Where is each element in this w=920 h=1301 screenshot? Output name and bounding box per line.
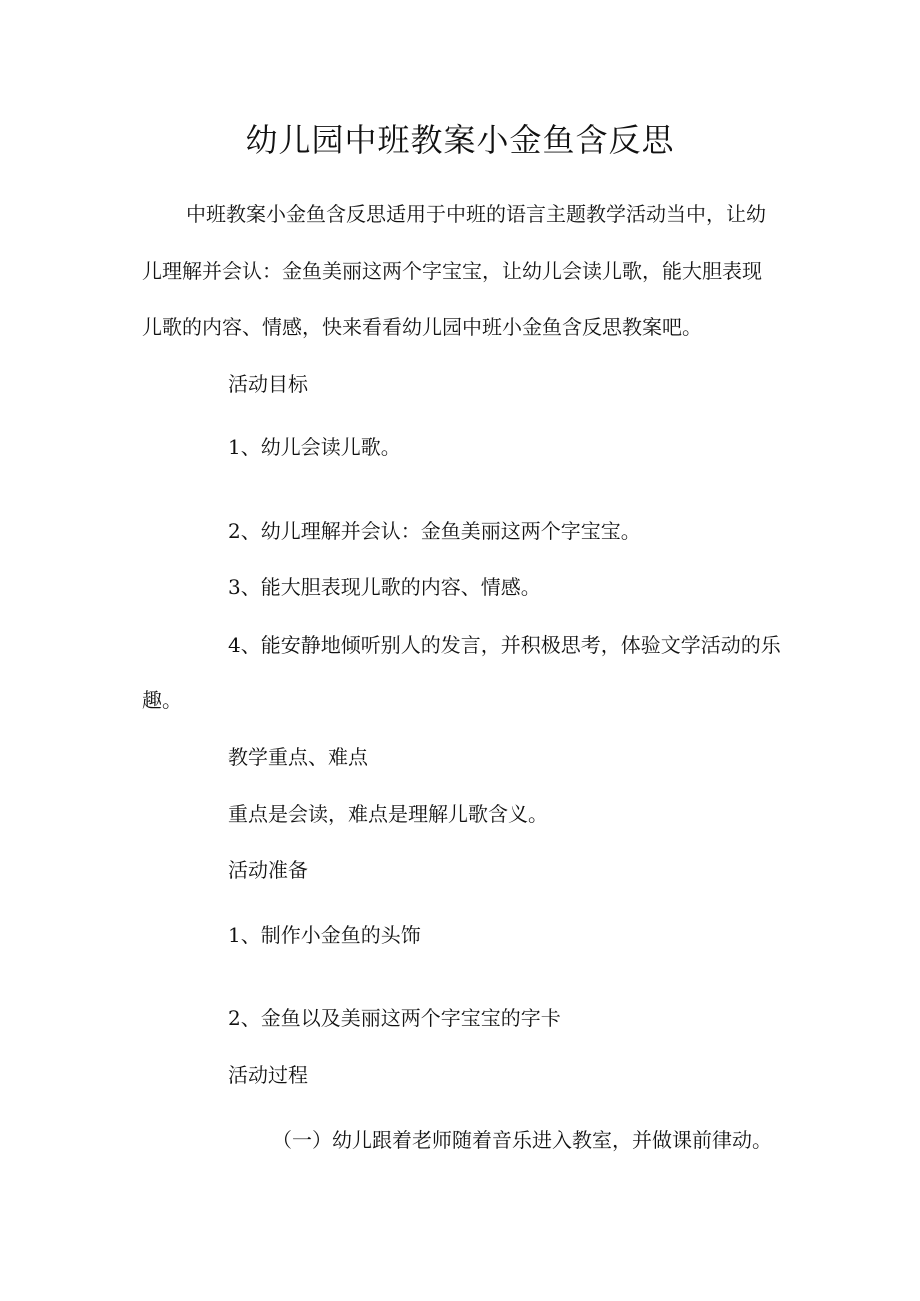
- focus-text: 重点是会读，难点是理解儿歌含义。: [228, 802, 548, 826]
- intro-line-3: 儿歌的内容、情感，快来看看幼儿园中班小金鱼含反思教案吧。: [142, 315, 702, 339]
- preparation-heading: 活动准备: [228, 858, 308, 882]
- intro-line-2: 儿理解并会认：金鱼美丽这两个字宝宝，让幼儿会读儿歌，能大胆表现: [142, 259, 762, 283]
- goal-item-2: 2、幼儿理解并会认：金鱼美丽这两个字宝宝。: [228, 519, 641, 543]
- process-step-1: （一）幼儿跟着老师随着音乐进入教室，并做课前律动。: [272, 1128, 772, 1152]
- goal-item-4-line-1: 4、能安静地倾听别人的发言，并积极思考，体验文学活动的乐: [228, 633, 781, 657]
- goal-item-3: 3、能大胆表现儿歌的内容、情感。: [228, 575, 541, 599]
- process-heading: 活动过程: [228, 1063, 308, 1087]
- preparation-item-1: 1、制作小金鱼的头饰: [228, 923, 421, 947]
- goal-item-1: 1、幼儿会读儿歌。: [228, 435, 401, 459]
- goal-item-4-line-2: 趣。: [142, 688, 182, 712]
- document-title: 幼儿园中班教案小金鱼含反思: [245, 121, 675, 159]
- focus-heading: 教学重点、难点: [228, 745, 368, 769]
- preparation-item-2: 2、金鱼以及美丽这两个字宝宝的字卡: [228, 1006, 561, 1030]
- goals-heading: 活动目标: [228, 372, 308, 396]
- intro-line-1: 中班教案小金鱼含反思适用于中班的语言主题教学活动当中，让幼: [186, 202, 766, 226]
